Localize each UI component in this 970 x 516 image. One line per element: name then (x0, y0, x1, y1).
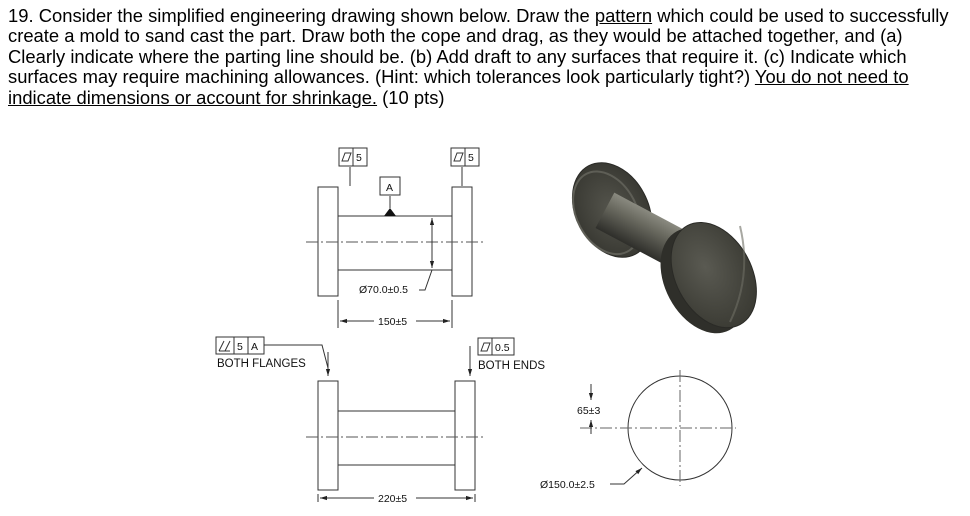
datum-box (380, 177, 400, 195)
runout-value: 5 (237, 341, 243, 353)
part-3d-render (557, 149, 774, 348)
flatness-frame-right (451, 148, 479, 166)
offset-dim: 65±3 (577, 405, 601, 417)
datum-triangle (384, 208, 396, 216)
datum-label: A (386, 182, 394, 194)
flatness-ends-note: BOTH ENDS (478, 360, 546, 372)
length-dim: 150±5 (378, 316, 408, 328)
runout-frame (216, 337, 264, 354)
question-part1: Consider the simplified engineering drawing shown below. Draw the (38, 5, 590, 26)
question-part2: which could be used to successfully create a mold to sand cast the part. Draw both the cope and drag, as they would be attached together, and (a) Clearly indicate where the parting line should be. (b) Add draft to any surfaces that require it. (c) Indicate which surfaces may require machining allowances. (Hint: which tolerances look particularly tight?) (8, 5, 949, 88)
runout-datum: A (251, 341, 259, 353)
flange-diameter-dim: Ø150.0±2.5 (540, 479, 595, 491)
flatness-frame-left (339, 148, 367, 166)
diameter-dim: Ø70.0±0.5 (359, 284, 408, 296)
dimensions-note: You do not need to indicate dimensions or account for shrinkage. (8, 66, 909, 108)
flatness-left-value: 5 (356, 152, 362, 164)
question-number: 19. (8, 5, 34, 26)
runout-note: BOTH FLANGES (217, 358, 306, 370)
flatness-right-value: 5 (468, 152, 474, 164)
flatness-ends-frame (478, 338, 514, 355)
end-view (580, 370, 736, 486)
points-label: (10 pts) (382, 86, 445, 108)
flatness-ends-value: 0.5 (495, 342, 510, 354)
overall-length-dim: 220±5 (378, 493, 408, 505)
pattern-term: pattern (594, 5, 653, 26)
